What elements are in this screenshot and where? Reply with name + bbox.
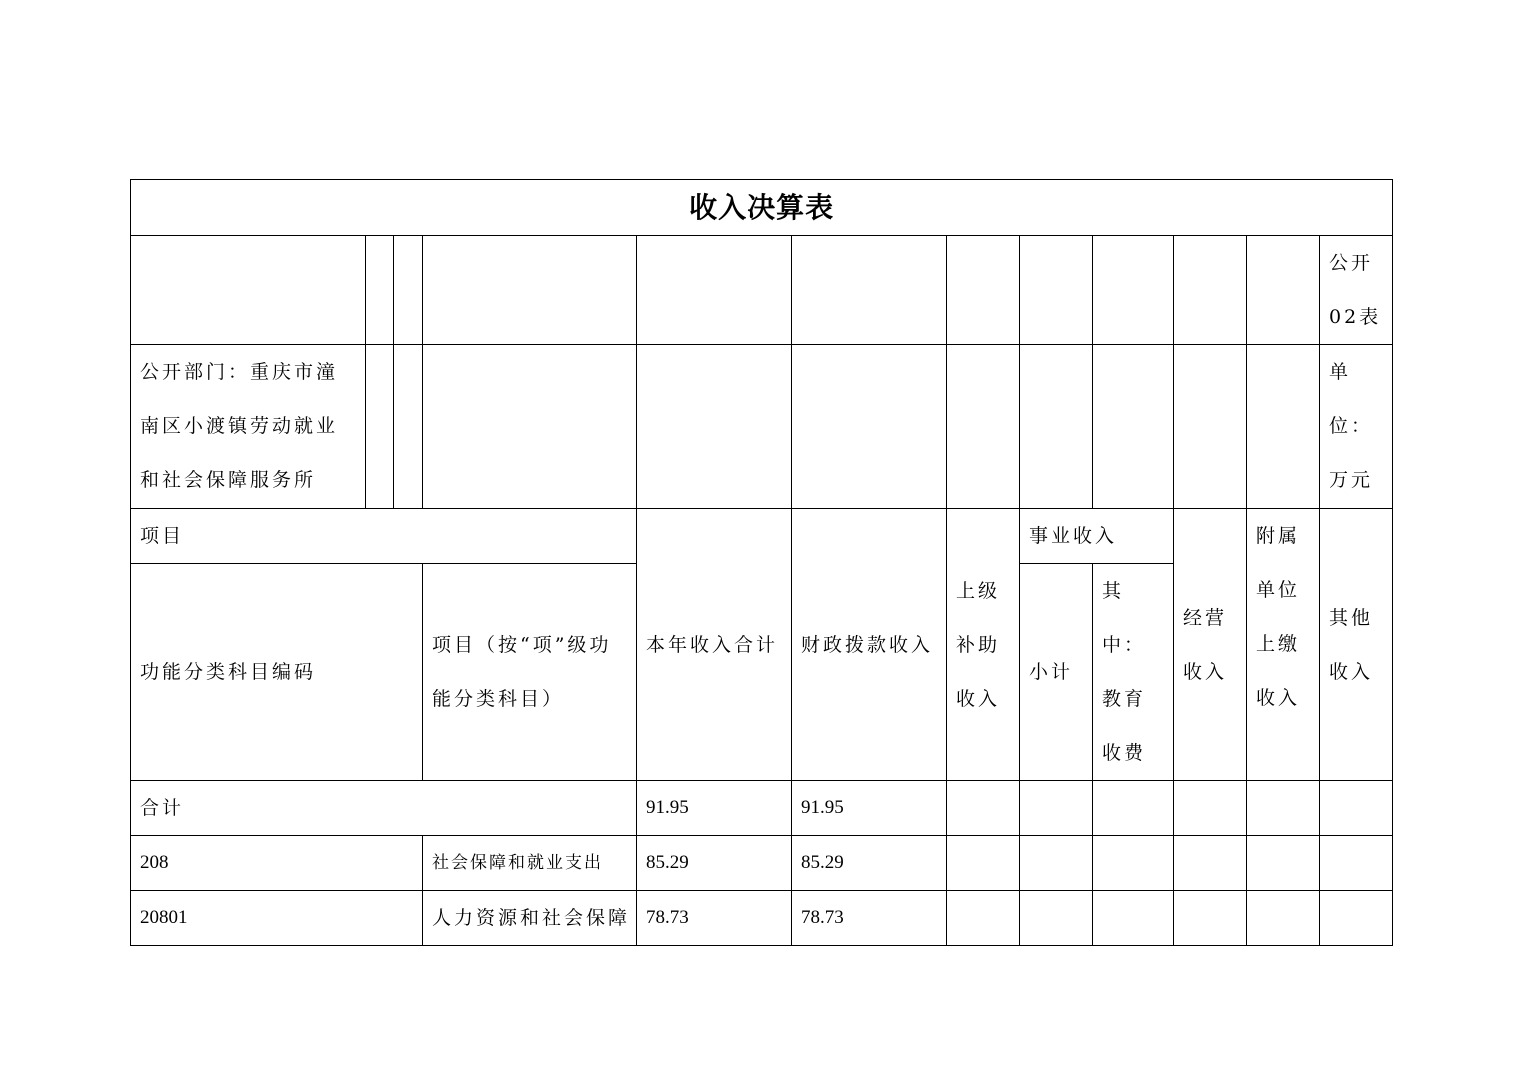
function-code: 20801 xyxy=(131,891,423,946)
header-business-income: 事业收入 xyxy=(1020,509,1174,564)
empty-cell xyxy=(1093,836,1174,891)
row-label: 合计 xyxy=(131,781,637,836)
empty-cell xyxy=(1320,781,1393,836)
empty-cell xyxy=(1093,781,1174,836)
empty-cell xyxy=(1174,891,1247,946)
empty-cell xyxy=(1093,345,1174,509)
header-superior-subsidy: 上级补助收入 xyxy=(947,509,1020,781)
empty-cell xyxy=(131,236,366,345)
empty-cell xyxy=(1174,236,1247,345)
empty-cell xyxy=(1247,836,1320,891)
empty-cell xyxy=(423,236,637,345)
total-income-value: 91.95 xyxy=(637,781,792,836)
fiscal-value: 85.29 xyxy=(792,836,947,891)
header-operating-income: 经营收入 xyxy=(1174,509,1247,781)
empty-cell xyxy=(947,891,1020,946)
department-label: 公开部门：重庆市潼南区小渡镇劳动就业和社会保障服务所 xyxy=(131,345,366,509)
fiscal-value: 91.95 xyxy=(792,781,947,836)
header-item-description: 项目（按“项”级功能分类科目） xyxy=(423,564,637,781)
header-fiscal-appropriation: 财政拨款收入 xyxy=(792,509,947,781)
empty-cell xyxy=(1247,236,1320,345)
empty-cell xyxy=(1174,836,1247,891)
function-code: 208 xyxy=(131,836,423,891)
fiscal-value: 78.73 xyxy=(792,891,947,946)
empty-cell xyxy=(947,345,1020,509)
empty-cell xyxy=(366,345,394,509)
empty-cell xyxy=(1020,345,1093,509)
empty-cell xyxy=(366,236,394,345)
empty-cell xyxy=(394,236,423,345)
income-statement-table xyxy=(130,179,1393,946)
empty-cell xyxy=(394,345,423,509)
empty-cell xyxy=(1020,836,1093,891)
empty-cell xyxy=(1174,781,1247,836)
empty-cell xyxy=(1247,891,1320,946)
empty-cell xyxy=(1174,345,1247,509)
table-title: 收入决算表 xyxy=(131,180,1393,236)
header-item: 项目 xyxy=(131,509,637,564)
form-number: 公开02表 xyxy=(1320,236,1393,345)
header-education-fee: 其中：教育收费 xyxy=(1093,564,1174,781)
header-subtotal: 小计 xyxy=(1020,564,1093,781)
item-name: 人力资源和社会保障 xyxy=(423,891,637,946)
table-row xyxy=(131,781,1393,836)
empty-cell xyxy=(792,236,947,345)
header-affiliated-income: 附属单位上缴收入 xyxy=(1247,509,1320,781)
unit-label: 单位：万元 xyxy=(1320,345,1393,509)
header-function-code: 功能分类科目编码 xyxy=(131,564,423,781)
table-row xyxy=(131,836,1393,891)
empty-cell xyxy=(792,345,947,509)
total-income-value: 78.73 xyxy=(637,891,792,946)
header-other-income: 其他收入 xyxy=(1320,509,1393,781)
empty-cell xyxy=(1247,781,1320,836)
empty-cell xyxy=(637,236,792,345)
header-total-income: 本年收入合计 xyxy=(637,509,792,781)
table-row xyxy=(131,891,1393,946)
empty-cell xyxy=(1020,236,1093,345)
empty-cell xyxy=(1320,836,1393,891)
empty-cell xyxy=(1020,891,1093,946)
empty-cell xyxy=(947,236,1020,345)
empty-cell xyxy=(1247,345,1320,509)
empty-cell xyxy=(423,345,637,509)
empty-cell xyxy=(1093,891,1174,946)
item-name: 社会保障和就业支出 xyxy=(423,836,637,891)
empty-cell xyxy=(1020,781,1093,836)
empty-cell xyxy=(947,836,1020,891)
total-income-value: 85.29 xyxy=(637,836,792,891)
empty-cell xyxy=(637,345,792,509)
empty-cell xyxy=(1320,891,1393,946)
empty-cell xyxy=(947,781,1020,836)
empty-cell xyxy=(1093,236,1174,345)
